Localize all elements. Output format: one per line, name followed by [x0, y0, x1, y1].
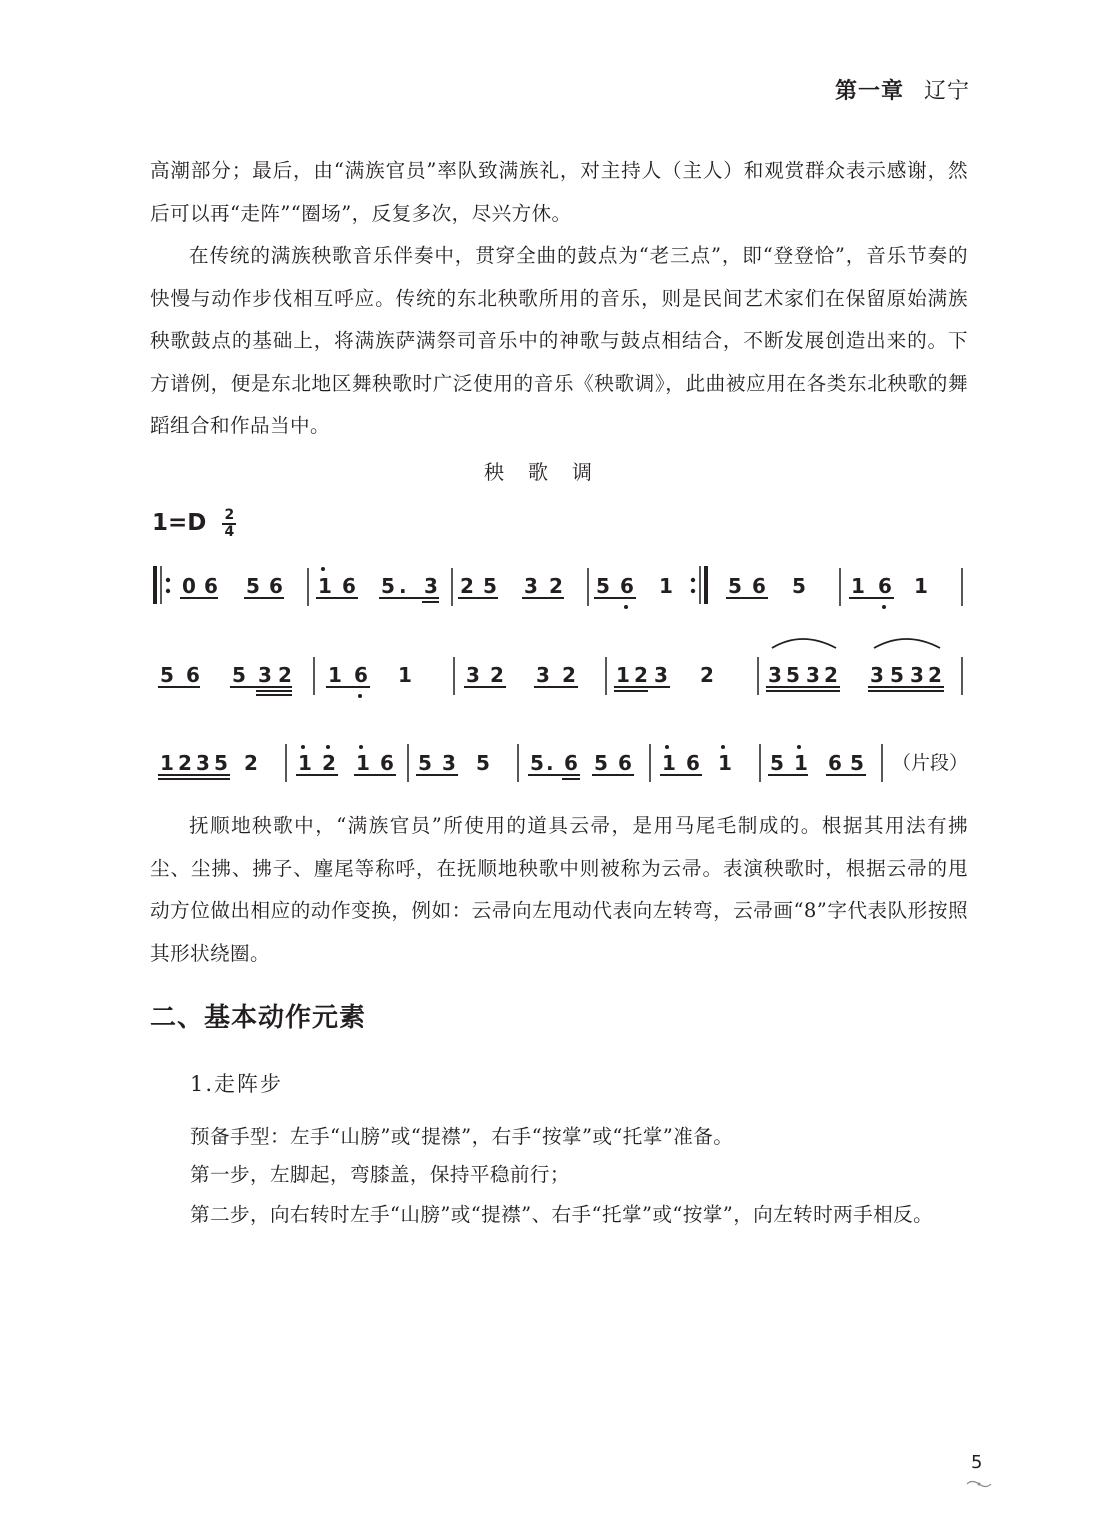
svg-text:1: 1 — [794, 751, 808, 775]
svg-text:2: 2 — [460, 574, 474, 598]
svg-text:2: 2 — [562, 663, 576, 687]
svg-text:5: 5 — [476, 751, 490, 775]
svg-text:3: 3 — [524, 574, 538, 598]
svg-text:5: 5 — [381, 574, 395, 598]
svg-text:1: 1 — [914, 574, 928, 598]
svg-text:.: . — [546, 751, 554, 775]
svg-text:2: 2 — [824, 663, 838, 687]
svg-text:5: 5 — [594, 751, 608, 775]
svg-text:2: 2 — [700, 663, 714, 687]
svg-text:2: 2 — [490, 663, 504, 687]
score-line-3 — [152, 740, 968, 785]
paragraph-2: 在传统的满族秧歌音乐伴奏中，贯穿全曲的鼓点为“老三点”，即“登登恰”，音乐节奏的快慢与动作步伐相互呼应。传统的东北秧歌所用的音乐，则是民间艺术家们在保留原始满族秧歌鼓点的基础上，将满族萨满祭司音乐中的神歌与鼓点相结合，不断发展创造出来的。下方谱例，便是东北地区舞秧歌时广泛使用的音乐《秧歌调》，此曲被应用在各类东北秧歌的舞蹈组合和作品当中。 — [150, 244, 968, 437]
svg-text:5: 5 — [418, 751, 432, 775]
step-prep: 预备手型：左手“山膀”或“提襟”，右手“按掌”或“托掌”准备。 — [190, 1125, 734, 1148]
svg-text:3: 3 — [258, 663, 272, 687]
svg-text:1: 1 — [160, 751, 174, 775]
section-heading: 二、基本动作元素 — [150, 1003, 367, 1033]
sub-heading: 1.走阵步 — [190, 1072, 284, 1096]
svg-text:5: 5 — [728, 574, 742, 598]
song-title: 秧歌调 — [484, 460, 616, 484]
svg-text:6: 6 — [828, 751, 842, 775]
svg-text:2: 2 — [634, 663, 648, 687]
svg-text:1: 1 — [356, 751, 370, 775]
svg-text:6: 6 — [186, 663, 200, 687]
page-ornament-icon — [966, 1474, 992, 1493]
svg-text:3: 3 — [424, 574, 438, 598]
svg-text:1: 1 — [318, 574, 332, 598]
time-bottom: 4 — [224, 523, 235, 540]
svg-text:3: 3 — [768, 663, 782, 687]
svg-text:6: 6 — [342, 574, 356, 598]
svg-text:6: 6 — [618, 751, 632, 775]
svg-text:6: 6 — [354, 663, 368, 687]
score-line-2 — [152, 640, 968, 695]
svg-text:3: 3 — [870, 663, 884, 687]
svg-text:5: 5 — [890, 663, 904, 687]
svg-text:6: 6 — [269, 574, 283, 598]
svg-text:3: 3 — [442, 751, 456, 775]
svg-text:3: 3 — [654, 663, 668, 687]
svg-text:5: 5 — [850, 751, 864, 775]
chapter-region: 辽宁 — [923, 79, 970, 104]
svg-text:6: 6 — [686, 751, 700, 775]
svg-text:1: 1 — [298, 751, 312, 775]
page-number: 5 — [971, 1452, 983, 1473]
svg-text:2: 2 — [928, 663, 942, 687]
svg-text:2: 2 — [244, 751, 258, 775]
key-label: 1=D — [152, 510, 207, 536]
svg-text:5: 5 — [792, 574, 806, 598]
time-signature — [222, 508, 236, 540]
svg-text:2: 2 — [178, 751, 192, 775]
svg-text:3: 3 — [806, 663, 820, 687]
chapter-label: 第一章 — [834, 79, 904, 104]
svg-text:5: 5 — [770, 751, 784, 775]
svg-text:6: 6 — [380, 751, 394, 775]
running-header — [835, 74, 970, 105]
svg-text:2: 2 — [322, 751, 336, 775]
svg-text:5: 5 — [232, 663, 246, 687]
svg-text:5: 5 — [596, 574, 610, 598]
svg-text:.: . — [399, 574, 407, 598]
svg-text:6: 6 — [620, 574, 634, 598]
paragraph-1: 高潮部分；最后，由“满族官员”率队致满族礼，对主持人（主人）和观赏群众表示感谢，然后可以再“走阵”“圈场”，反复多次，尽兴方休。 — [150, 159, 968, 225]
svg-text:0: 0 — [182, 574, 196, 598]
time-top: 2 — [222, 508, 236, 525]
step-two: 第二步，向右转时左手“山膀”或“提襟”、右手“托掌”或“按掌”，向左转时两手相反。 — [190, 1203, 934, 1226]
svg-text:1: 1 — [851, 574, 865, 598]
svg-text:1: 1 — [718, 751, 732, 775]
svg-text:5: 5 — [246, 574, 260, 598]
svg-text:1: 1 — [398, 663, 412, 687]
paragraph-3: 抚顺地秧歌中，“满族官员”所使用的道具云帚，是用马尾毛制成的。根据其用法有拂尘、尘拂、拂子、麈尾等称呼，在抚顺地秧歌中则被称为云帚。表演秧歌时，根据云帚的甩动方位做出相应的动作变换，例如：云帚向左甩动代表向左转弯，云帚画“8”字代表队形按照其形状绕圈。 — [150, 814, 968, 965]
svg-text:6: 6 — [204, 574, 218, 598]
svg-text:1: 1 — [662, 751, 676, 775]
svg-text:6: 6 — [752, 574, 766, 598]
svg-text:3: 3 — [910, 663, 924, 687]
svg-text:2: 2 — [549, 574, 563, 598]
svg-text:1: 1 — [659, 574, 673, 598]
score-line-1 — [152, 566, 968, 611]
svg-text:6: 6 — [878, 574, 892, 598]
svg-text:3: 3 — [536, 663, 550, 687]
score-fragment-note: （片段） — [892, 752, 969, 774]
svg-text:2: 2 — [278, 663, 292, 687]
key-signature — [152, 505, 236, 541]
svg-text:3: 3 — [466, 663, 480, 687]
svg-text:5: 5 — [483, 574, 497, 598]
svg-text:5: 5 — [214, 751, 228, 775]
svg-text:5: 5 — [530, 751, 544, 775]
svg-text:1: 1 — [616, 663, 630, 687]
step-one: 第一步，左脚起，弯膝盖，保持平稳前行； — [190, 1163, 570, 1186]
svg-text:5: 5 — [160, 663, 174, 687]
svg-text:3: 3 — [196, 751, 210, 775]
svg-text:5: 5 — [786, 663, 800, 687]
svg-text:1: 1 — [328, 663, 342, 687]
svg-text:6: 6 — [564, 751, 578, 775]
